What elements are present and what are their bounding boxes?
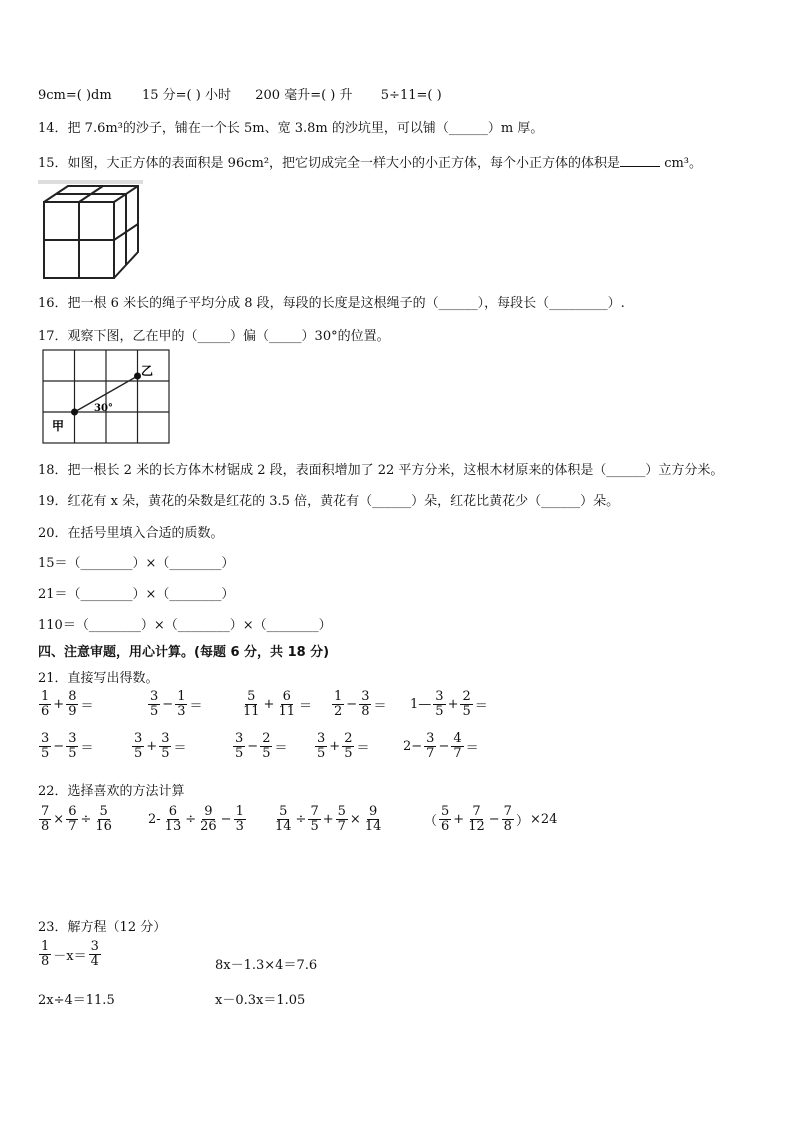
fraction: [132, 732, 144, 760]
fraction: [439, 805, 451, 833]
numerator: 5: [441, 804, 450, 819]
point-jia: [71, 409, 78, 416]
unit-conv-2: 15 分=( ) 小时: [141, 88, 231, 103]
fraction: [363, 805, 384, 833]
q23-eq-3: 2x÷4＝11.5: [38, 993, 115, 1008]
q22-expr-2: [148, 805, 247, 833]
operator: ＝: [80, 740, 94, 756]
operator: −: [488, 811, 500, 827]
question-20-line-2: 21＝（________）×（________）: [38, 587, 235, 602]
operator: +: [146, 738, 158, 754]
unit-conv-4: 5÷11=( ): [380, 88, 442, 103]
q22-expr-4: [424, 805, 557, 833]
q21-expr-2: [147, 690, 202, 718]
numerator: 1: [235, 804, 244, 819]
fraction: [273, 805, 294, 833]
numerator: 2: [462, 689, 471, 704]
denominator: 13: [164, 818, 182, 834]
fraction: [332, 690, 344, 718]
numerator: 6: [68, 804, 77, 819]
question-14: 14．把 7.6m³的沙子，铺在一个长 5m、宽 3.8m 的沙坑里，可以铺（______）m 厚。: [38, 121, 544, 136]
numerator: 3: [317, 731, 326, 746]
q21-expr-4: [331, 690, 386, 718]
denominator: 6: [441, 818, 450, 834]
q22-expr-1: [38, 805, 115, 833]
numerator: 9: [368, 804, 378, 819]
fraction: [66, 690, 78, 718]
fraction: [39, 805, 51, 833]
fraction: [336, 805, 348, 833]
fraction: [315, 732, 327, 760]
fraction: [163, 805, 184, 833]
denominator: 12: [468, 818, 485, 834]
fraction: [466, 805, 487, 833]
operator: ＝: [274, 740, 288, 756]
numerator: 6: [282, 689, 291, 704]
numerator: 3: [41, 731, 50, 746]
unit-conv-1: 9cm=( )dm: [38, 88, 112, 103]
direction-grid-figure: [42, 349, 172, 445]
operator: ＝: [373, 698, 387, 714]
operator: −: [346, 696, 358, 712]
fraction: [39, 940, 51, 968]
fraction: [159, 732, 171, 760]
denominator: 2: [334, 703, 343, 719]
numerator: 1: [41, 689, 50, 704]
denominator: 3: [177, 703, 186, 719]
operator: 2−: [403, 738, 423, 754]
numerator: 7: [41, 804, 50, 819]
unit-conv-3: 200 毫升=( ) 升: [255, 88, 353, 103]
q21-expr-8: [232, 732, 287, 760]
fraction: [66, 732, 78, 760]
q21-expr-6: [38, 732, 93, 760]
denominator: 14: [275, 818, 292, 834]
fraction: [89, 940, 101, 968]
denominator: 6: [41, 703, 50, 719]
q21-expr-10: [403, 732, 479, 760]
numerator: 1: [334, 689, 343, 704]
fraction: [359, 690, 371, 718]
label-jia: 甲: [52, 419, 65, 433]
denominator: 4: [90, 953, 99, 969]
operator: ÷: [80, 811, 92, 827]
denominator: 8: [503, 818, 512, 834]
question-20-line-3: 110＝（________）×（________）×（________）: [38, 618, 332, 633]
q21-expr-3: [240, 690, 312, 718]
question-15: [38, 152, 702, 171]
denominator: 7: [337, 818, 346, 834]
fraction: [39, 732, 51, 760]
denominator: 8: [41, 953, 50, 969]
q21-expr-9: [314, 732, 369, 760]
label-yi: 乙: [141, 364, 154, 378]
operator: +: [322, 811, 334, 827]
question-21: 21．直接写出得数。: [38, 671, 159, 686]
cube-figure: [38, 180, 143, 282]
fraction: [241, 690, 262, 718]
numerator: 8: [68, 689, 77, 704]
denominator: 14: [364, 818, 382, 834]
denominator: 11: [278, 703, 295, 719]
operator: 2-: [148, 811, 161, 827]
numerator: 7: [310, 804, 319, 819]
numerator: 3: [134, 731, 143, 746]
operator: ＝: [474, 698, 488, 714]
q21-expr-7: [131, 732, 186, 760]
question-16: 16．把一根 6 米长的绳子平均分成 8 段，每段的长度是这根绳子的（______），每段长（_________）.: [38, 296, 625, 311]
denominator: 7: [68, 818, 77, 834]
denominator: 5: [68, 745, 77, 761]
fraction: [424, 732, 436, 760]
operator: −: [247, 738, 259, 754]
operator: −: [53, 738, 65, 754]
fraction: [260, 732, 272, 760]
question-20-line-1: 15＝（________）×（________）: [38, 556, 235, 571]
numerator: 7: [472, 804, 481, 819]
denominator: 16: [95, 818, 112, 834]
question-22: 22．选择喜欢的方法计算: [38, 784, 185, 799]
operator: ）: [515, 813, 529, 829]
operator: +: [263, 696, 275, 712]
denominator: 9: [68, 703, 77, 719]
denominator: 3: [235, 818, 244, 834]
denominator: 5: [462, 703, 471, 719]
numerator: 3: [68, 731, 77, 746]
numerator: 3: [426, 731, 435, 746]
point-yi: [134, 373, 141, 380]
q21-expr-1: [38, 690, 93, 718]
question-23: 23．解方程（12 分）: [38, 920, 167, 935]
operator: ＝: [189, 698, 203, 714]
denominator: 5: [41, 745, 50, 761]
section-4-heading: 四、注意审题，用心计算。(每题 6 分，共 18 分): [38, 645, 330, 660]
operator: ×: [53, 811, 65, 827]
fraction: [502, 805, 514, 833]
denominator: 5: [344, 745, 353, 761]
numerator: 3: [90, 939, 99, 954]
fraction: [39, 690, 51, 718]
fraction: [198, 805, 219, 833]
denominator: 5: [262, 745, 271, 761]
operator: ＝: [356, 740, 370, 756]
fraction: [451, 732, 463, 760]
q23-eq-4: x－0.3x＝1.05: [215, 993, 306, 1008]
denominator: 8: [41, 818, 50, 834]
operator: −: [162, 696, 174, 712]
operator: +: [447, 696, 459, 712]
numerator: 5: [279, 804, 288, 819]
operator: +: [53, 696, 65, 712]
question-19: 19．红花有 x 朵，黄花的朵数是红花的 3.5 倍，黄花有（______）朵，红花比黄花少（______）朵。: [38, 494, 620, 509]
q23-eq-1: [38, 940, 102, 968]
fraction: [66, 805, 78, 833]
operator: −: [438, 738, 450, 754]
denominator: 8: [361, 703, 370, 719]
numerator: 9: [204, 804, 213, 819]
label-angle: 30°: [94, 403, 113, 414]
denominator: 5: [435, 703, 444, 719]
denominator: 5: [161, 745, 170, 761]
denominator: 7: [426, 745, 435, 761]
question-17: 17．观察下图，乙在甲的（_____）偏（_____）30°的位置。: [38, 329, 390, 344]
question-20: 20．在括号里填入合适的质数。: [38, 526, 224, 541]
operator: +: [329, 738, 341, 754]
numerator: 5: [247, 689, 256, 704]
operator: ×: [349, 811, 361, 827]
operator: ＝: [173, 740, 187, 756]
numerator: 3: [435, 689, 444, 704]
operator: +: [453, 811, 465, 827]
fraction: [276, 690, 297, 718]
numerator: 4: [453, 731, 462, 746]
numerator: 3: [361, 689, 370, 704]
fraction: [460, 690, 472, 718]
fraction: [148, 690, 160, 718]
question-15-text: 15．如图，大正方体的表面积是 96cm²，把它切成完全一样大小的小正方体，每个小正方体的体积是: [38, 156, 621, 171]
operator: −: [220, 811, 232, 827]
numerator: 3: [150, 689, 159, 704]
operator: ÷: [185, 811, 197, 827]
denominator: 26: [200, 818, 217, 834]
fraction: [233, 732, 245, 760]
q22-expr-3: [272, 805, 384, 833]
operator: －x＝: [53, 948, 87, 964]
numerator: 1: [41, 939, 50, 954]
fraction: [234, 805, 246, 833]
answer-blank: [620, 166, 660, 167]
q23-eq-2: 8x－1.3×4＝7.6: [215, 958, 318, 973]
operator: ×24: [529, 811, 558, 827]
numerator: 6: [168, 804, 178, 819]
numerator: 5: [99, 804, 108, 819]
denominator: 5: [310, 818, 319, 834]
operator: 1—: [410, 696, 432, 712]
operator: （: [424, 813, 438, 829]
fraction: [433, 690, 445, 718]
fraction: [175, 690, 187, 718]
fraction: [308, 805, 320, 833]
denominator: 7: [453, 745, 462, 761]
denominator: 11: [243, 703, 260, 719]
numerator: 2: [344, 731, 353, 746]
q21-expr-5: [410, 690, 488, 718]
question-18: 18．把一根长 2 米的长方体木材锯成 2 段，表面积增加了 22 平方分米，这根木材原来的体积是（______）立方分米。: [38, 463, 724, 478]
fraction: [342, 732, 354, 760]
numerator: 7: [503, 804, 512, 819]
operator: ＝: [299, 698, 313, 714]
numerator: 3: [161, 731, 170, 746]
top-line: [38, 84, 442, 103]
numerator: 5: [337, 804, 346, 819]
operator: ＝: [80, 698, 94, 714]
question-15-unit: cm³。: [664, 156, 703, 171]
numerator: 1: [177, 689, 186, 704]
operator: ＝: [465, 740, 479, 756]
operator: ÷: [295, 811, 307, 827]
denominator: 5: [150, 703, 159, 719]
denominator: 5: [134, 745, 143, 761]
numerator: 2: [262, 731, 271, 746]
denominator: 5: [317, 745, 326, 761]
fraction: [93, 805, 114, 833]
denominator: 5: [235, 745, 244, 761]
numerator: 3: [235, 731, 244, 746]
